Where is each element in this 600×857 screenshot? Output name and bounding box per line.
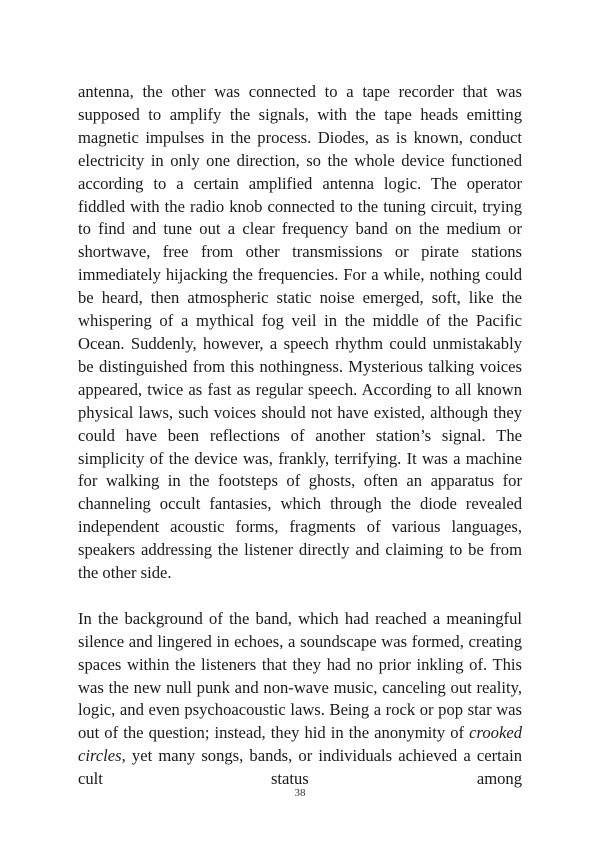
paragraph-2-text-start: In the background of the band, which had reached a meaningful silence and lingered in echoes, a soundscape was formed, creating spaces within the listeners that they had no prior inkling of. This was the new null punk and non-wave music, canceling out reality, logic, and even psychoacoustic laws. Being a rock or pop star was out of the question; instead, they hid in the anonymity of bbox=[78, 608, 522, 743]
body-text bbox=[78, 81, 522, 791]
paragraph-2 bbox=[78, 608, 522, 791]
paragraph-1 bbox=[78, 81, 522, 585]
paragraph-1-text: antenna, the other was connected to a tape recorder that was supposed to amplify the signals, with the tape heads emitting magnetic impulses in the process. Diodes, as is known, conduct electricity in only one direction, so the whole device functioned according to a certain amplified antenna logic. The operator fiddled with the radio knob connected to the tuning circuit, trying to find and tune out a clear frequency band on the medium or shortwave, free from other transmissions or pirate stations immediately hijacking the frequencies. For a while, nothing could be heard, then atmospheric static noise emerged, soft, like the whispering of a mythical fog veil in the middle of the Pacific Ocean. Suddenly, however, a speech rhythm could unmistakably be distinguished from this nothingness. Mysterious talking voices appeared, twice as fast as regular speech. According to all known physical laws, such voices should not have existed, although they could have been reflections of another station’s signal. The simplicity of the device was, frankly, terrifying. It was a machine for walking in the footsteps of ghosts, often an apparatus for channeling occult fantasies, which through the diode revealed independent acoustic forms, fragments of various languages, speakers addressing the listener directly and claiming to be from the other side. bbox=[78, 82, 522, 583]
italic-phrase: crooked circles bbox=[78, 723, 522, 766]
page-number: 38 bbox=[294, 787, 306, 799]
paragraph-2-text-end: , yet many songs, bands, or individuals achieved a certain cult status among bbox=[78, 746, 522, 789]
